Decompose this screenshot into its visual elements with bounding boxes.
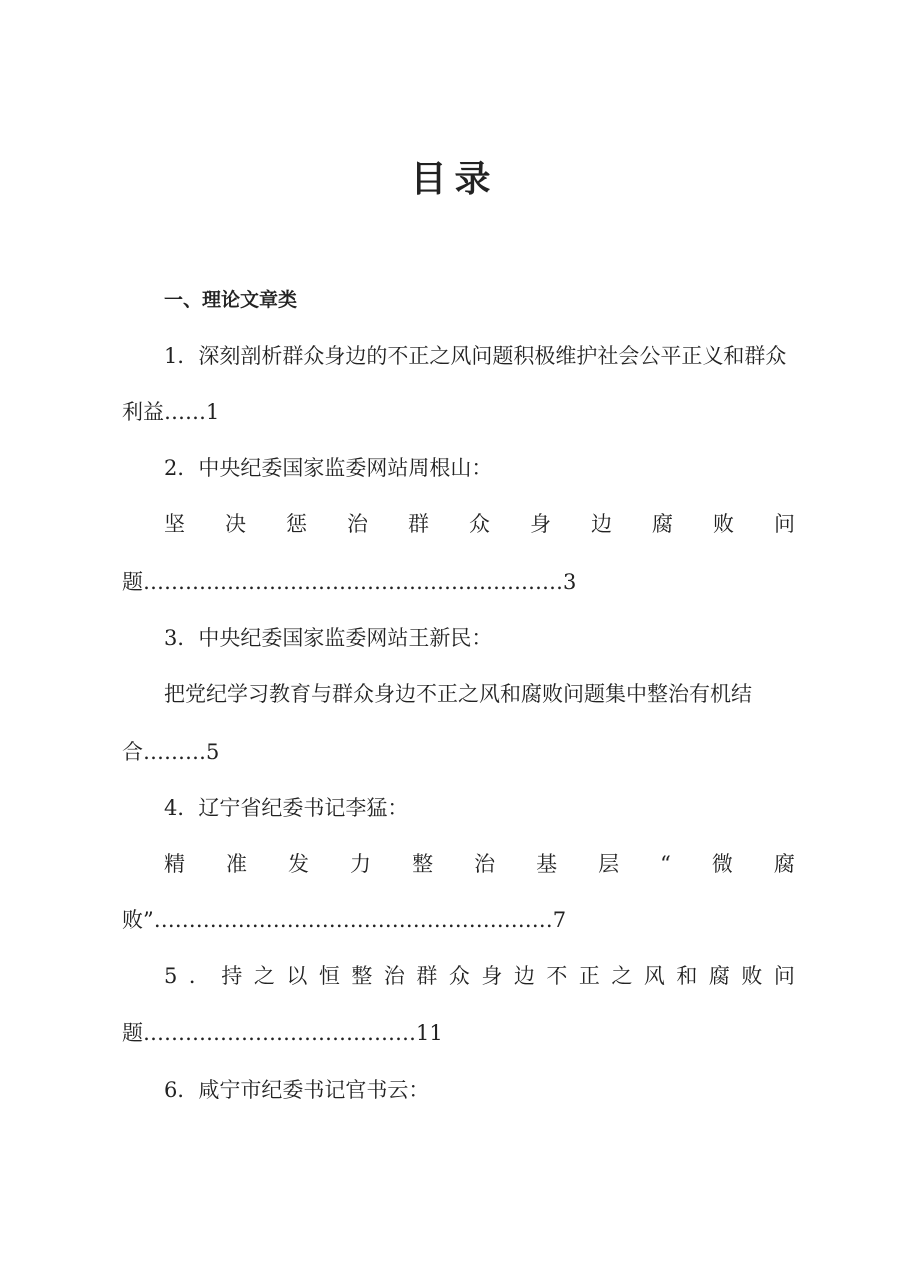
toc-entry-1-line-2: 利益……1 xyxy=(122,400,220,424)
toc-entry-4-char: 整 xyxy=(412,852,434,876)
toc-entry-3-line-2: 把党纪学习教育与群众身边不正之风和腐败问题集中整治有机结 xyxy=(164,682,752,706)
toc-entry-2-char: 坚 xyxy=(164,512,185,536)
toc-entry-2-line-2 xyxy=(164,508,795,540)
toc-entry-6-line-1: 6．咸宁市纪委书记官书云： xyxy=(164,1078,430,1102)
toc-entry-2-char: 身 xyxy=(530,512,551,536)
toc-entry-4-line-2 xyxy=(164,848,795,880)
toc-entry-5-char: 败 xyxy=(741,964,763,988)
toc-entry-4-char: 层 xyxy=(598,852,620,876)
toc-entry-5-char: 正 xyxy=(578,964,600,988)
toc-entry-5-char: 和 xyxy=(676,964,698,988)
page-title: 目录 xyxy=(410,159,499,200)
toc-entry-5-char: 腐 xyxy=(708,964,730,988)
toc-entry-5-line-1 xyxy=(164,960,795,992)
toc-entry-5-char: ． xyxy=(188,964,210,988)
toc-entry-5-char: 群 xyxy=(416,964,438,988)
toc-entry-5-char: 持 xyxy=(221,964,243,988)
toc-entry-5-char: 之 xyxy=(611,964,633,988)
toc-entry-5-char: 以 xyxy=(286,964,308,988)
toc-entry-5-char: 边 xyxy=(513,964,535,988)
toc-entry-2-char: 边 xyxy=(591,512,612,536)
toc-entry-2-line-1: 2．中央纪委国家监委网站周根山： xyxy=(164,456,493,480)
toc-entry-4-char: 力 xyxy=(350,852,372,876)
toc-entry-2-char: 群 xyxy=(408,512,429,536)
toc-entry-5-char: 众 xyxy=(448,964,470,988)
toc-entry-4-char: 基 xyxy=(536,852,558,876)
toc-entry-2-char: 腐 xyxy=(652,512,673,536)
toc-entry-4-line-3: 败”…………………………………………………7 xyxy=(122,908,567,932)
toc-entry-5-char: 治 xyxy=(383,964,405,988)
toc-entry-5-line-2: 题…………………………………11 xyxy=(122,1021,443,1045)
toc-entry-4-char: “ xyxy=(660,852,671,876)
toc-entry-2-char: 败 xyxy=(713,512,734,536)
toc-entry-2-line-3: 题……………………………………………………3 xyxy=(122,570,577,594)
toc-entry-4-char: 准 xyxy=(226,852,248,876)
toc-entry-3-line-1: 3．中央纪委国家监委网站王新民： xyxy=(164,626,493,650)
toc-entry-5-char: 问 xyxy=(773,964,795,988)
toc-entry-2-char: 众 xyxy=(469,512,490,536)
toc-entry-5-char: 风 xyxy=(643,964,665,988)
toc-entry-4-char: 微 xyxy=(711,852,733,876)
toc-entry-5-char: 5 xyxy=(164,964,178,988)
toc-entry-2-char: 治 xyxy=(347,512,368,536)
section-heading-theory: 一、理论文章类 xyxy=(164,289,298,311)
toc-entry-5-char: 之 xyxy=(253,964,275,988)
toc-entry-4-char: 腐 xyxy=(773,852,795,876)
toc-entry-2-char: 问 xyxy=(774,512,795,536)
toc-entry-2-char: 惩 xyxy=(286,512,307,536)
toc-entry-2-char: 决 xyxy=(225,512,246,536)
toc-entry-5-char: 不 xyxy=(546,964,568,988)
toc-entry-4-char: 精 xyxy=(164,852,185,876)
toc-entry-1-line-1: 1．深刻剖析群众身边的不正之风问题积极维护社会公平正义和群众 xyxy=(164,344,787,368)
toc-entry-3-line-3: 合………5 xyxy=(122,740,220,764)
toc-entry-4-char: 发 xyxy=(288,852,310,876)
toc-entry-5-char: 身 xyxy=(481,964,503,988)
toc-entry-4-char: 治 xyxy=(474,852,496,876)
toc-entry-5-char: 恒 xyxy=(318,964,340,988)
toc-entry-5-char: 整 xyxy=(351,964,373,988)
toc-entry-4-line-1: 4．辽宁省纪委书记李猛： xyxy=(164,796,409,820)
